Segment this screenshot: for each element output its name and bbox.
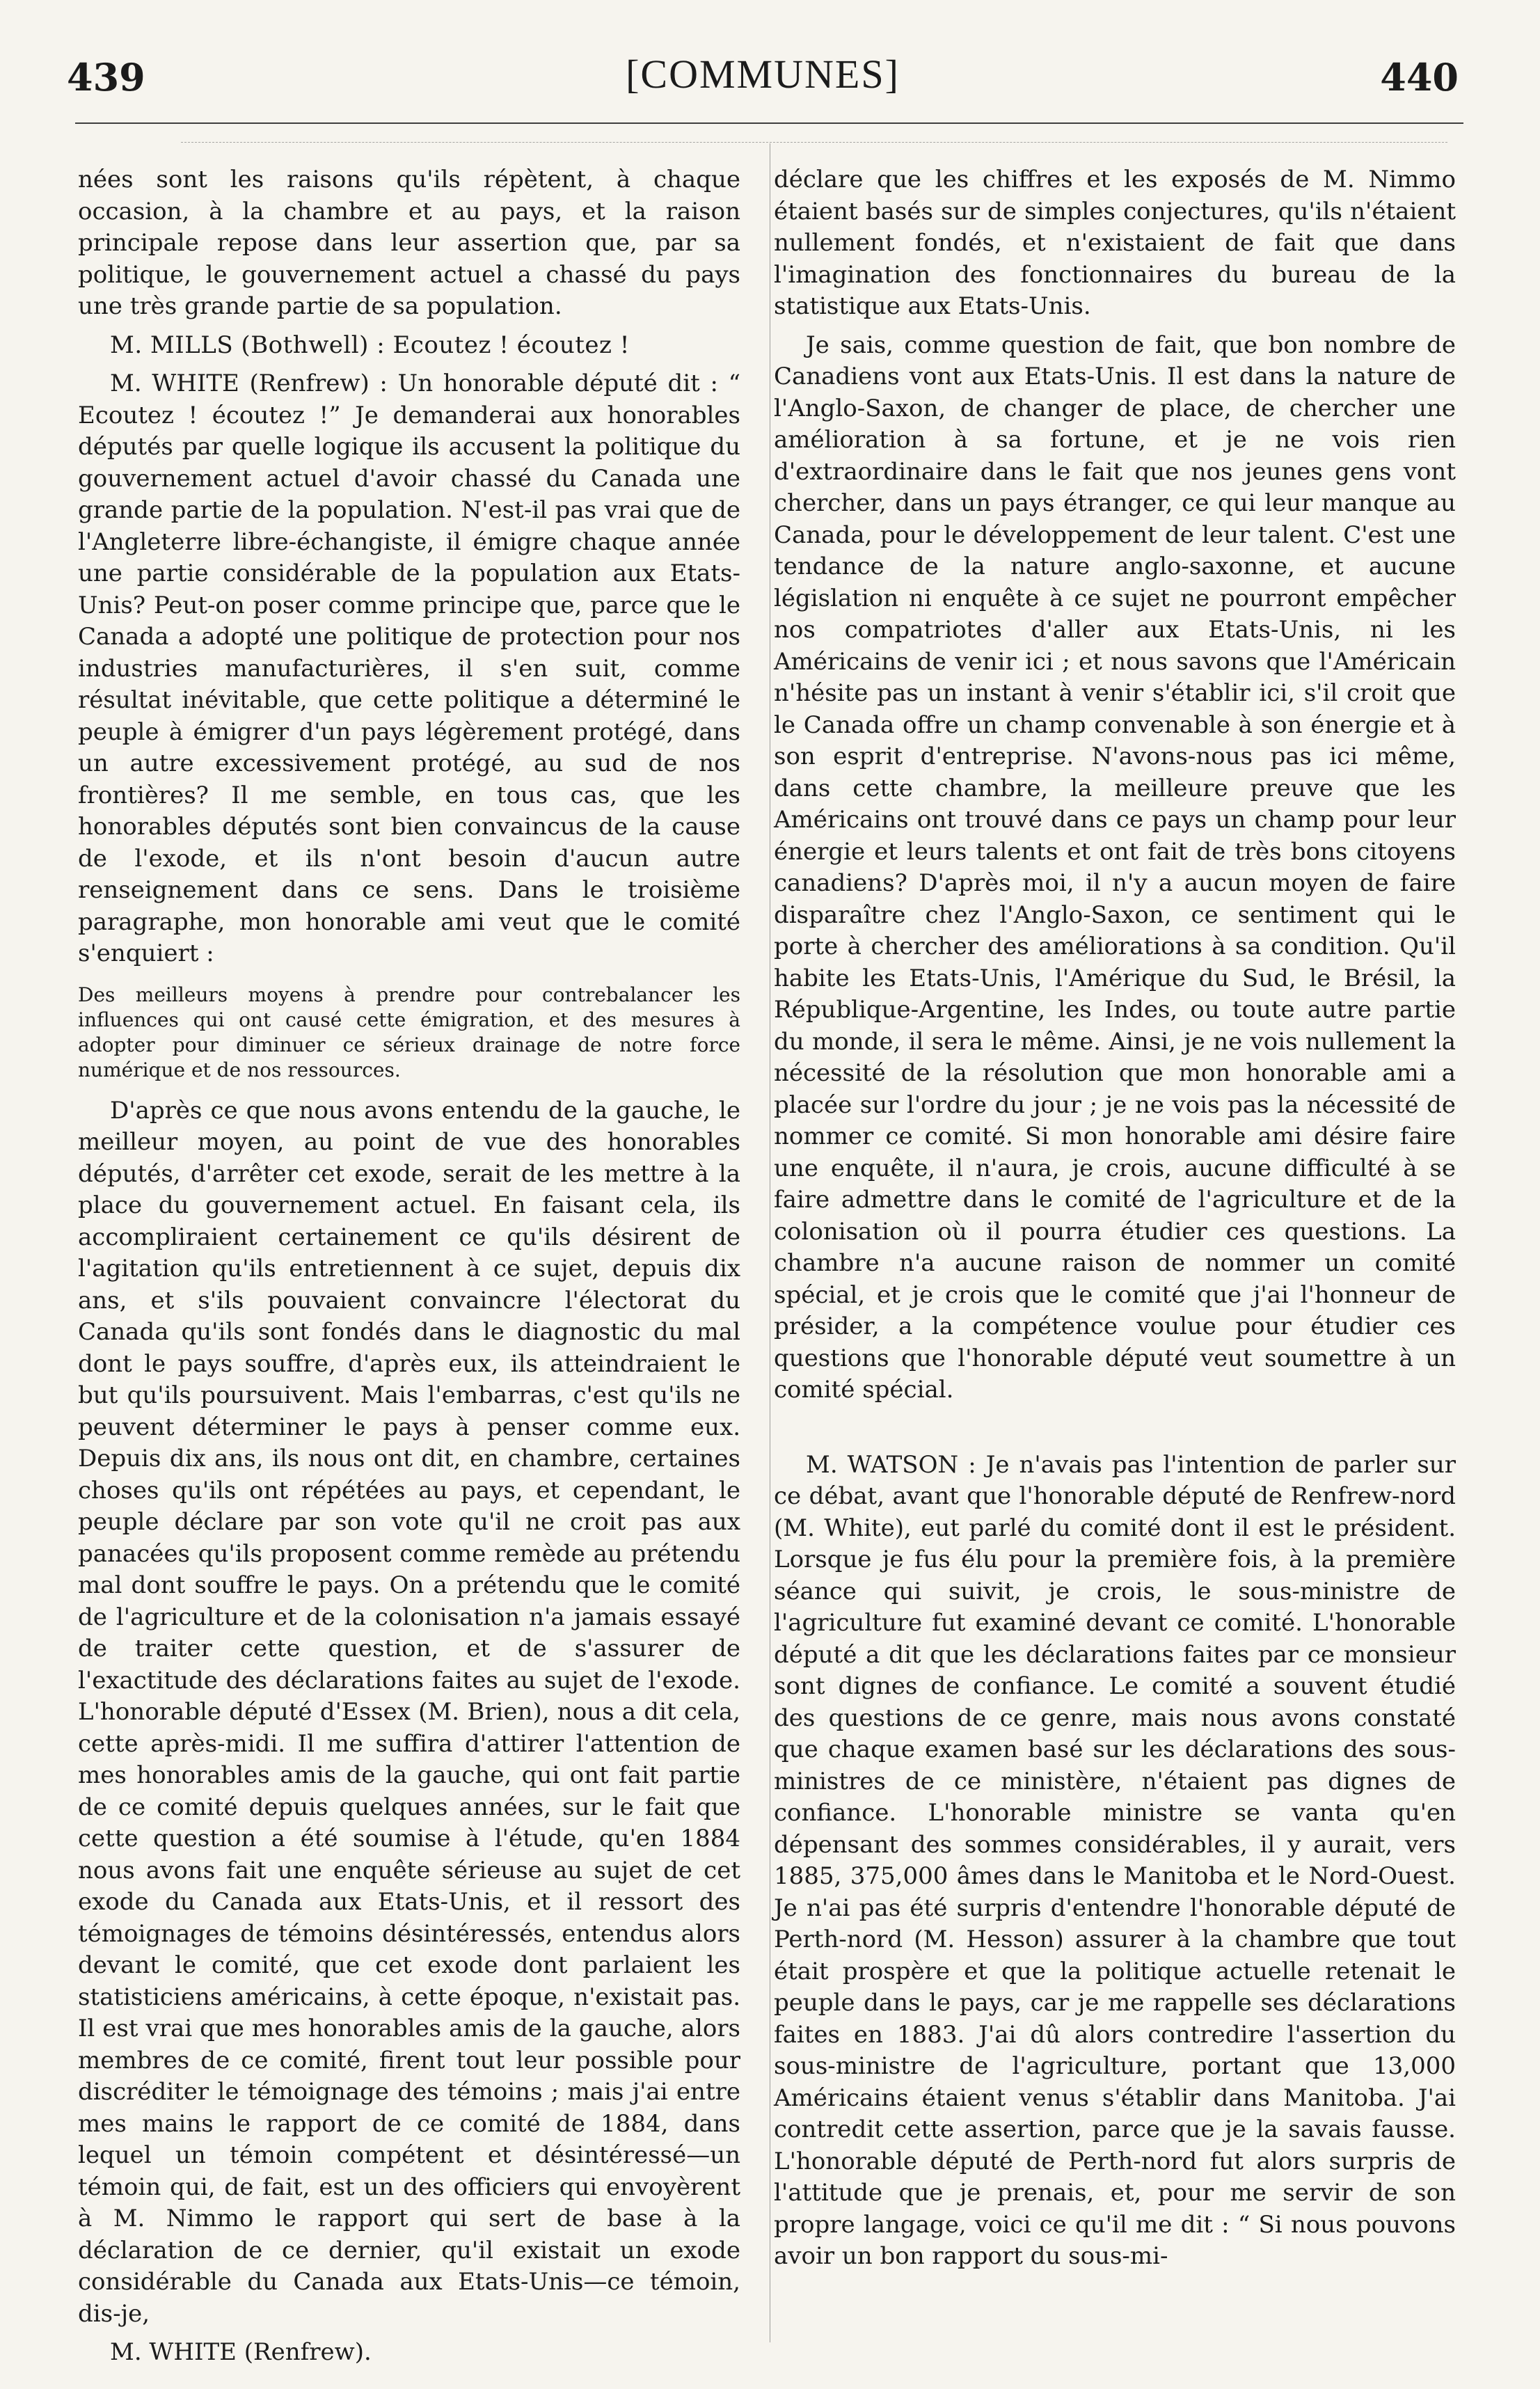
left-paragraph-1: nées sont les raisons qu'ils répètent, à chaque occasion, à la chambre et au pays, et la raison principale repose dans leur assertion que, par sa politique, le gouvernement actuel a chassé du pays une très grande partie de sa population. <box>78 166 740 320</box>
left-spacer-1 <box>78 323 740 330</box>
right-spacer-2 <box>774 1406 1456 1450</box>
left-spacer-4 <box>78 1083 740 1095</box>
left-speaker-line: M. MILLS (Bothwell) : Ecoutez ! écoutez ! <box>110 331 630 359</box>
right-paragraph-1: déclare que les chiffres et les exposés de M. Nimmo étaient basés sur de simples conjectures, qu'ils n'étaient nullement fondés, et n'existaient de fait que dans l'imagination des fonctionnaires du bureau de la statistique aux Etats-Unis. <box>774 166 1456 320</box>
right-page-number: 440 <box>1380 55 1459 100</box>
right-paragraph-2: Je sais, comme question de fait, que bon nombre de Canadiens vont aux Etats-Unis. Il est dans la nature de l'Anglo-Saxon, de changer de place, de chercher une amélioration à sa fortune, et je ne vois rien d'extraordinaire dans le fait que nos jeunes gens vont chercher, dans un pays étranger, ce qui leur manque au Canada, pour le développement de leur talent. C'est une tendance de la nature anglo-saxonne, et aucune législation ni enquête à ce sujet ne pourront empêcher nos compatriotes d'aller aux Etats-Unis, ni les Américains de venir ici ; et nous savons que l'Américain n'hésite pas un instant à venir s'établir ici, s'il croit que le Canada offre un champ convenable à son énergie et à son esprit d'entreprise. N'avons-nous pas ici même, dans cette chambre, la meilleure preuve que les Américains ont trouvé dans ce pays un champ pour leur énergie et leurs talents et ont fait de très bons citoyens canadiens? D'après moi, il n'y a aucun moyen de faire disparaître chez l'Anglo-Saxon, ce sentiment qui le porte à chercher des améliorations à sa condition. Qu'il habite les Etats-Unis, l'Amérique du Sud, le Brésil, la République-Argentine, les Indes, ou toute autre partie du monde, il sera le même. Ainsi, je ne vois nullement la nécessité de la résolution que mon honorable ami a placée sur l'ordre du jour ; je ne vois pas la nécessité de nommer ce comité. Si mon honorable ami désire faire une enquête, il n'aura, je crois, aucune difficulté à se faire admettre dans le comité de l'agriculture et de la colonisation où il pourra étudier ces questions. La chambre n'a aucune raison de nommer un comité spécial, et je crois que le comité que j'ai l'honneur de présider, a la compétence voulue pour étudier ces questions que l'honorable député veut soumettre à un comité spécial. <box>774 331 1456 1404</box>
right-text-column <box>774 164 1456 2335</box>
left-paragraph-2: M. WHITE (Renfrew) : Un honorable député dit : “ Ecoutez ! écoutez !” Je demanderai aux honorables députés par quelle logique ils accusent la politique du gouvernement actuel d'avoir chassé du Canada une grande partie de la population. N'est-il pas vrai que de l'Angleterre libre-échangiste, il émigre chaque année une partie considérable de la population aux Etats-Unis? Peut-on poser comme principe que, parce que le Canada a adopté une politique de protection pour nos industries manufacturières, il s'en suit, comme résultat inévitable, que cette politique a déterminé le peuple à émigrer d'un pays légèrement protégé, dans un autre excessivement protégé, au sud de nos frontières? Il me semble, en tous cas, que les honorables députés sont bien convaincus de la cause de l'exode, et ils n'ont besoin d'aucun autre renseignement dans ce sens. Dans le troisième paragraphe, mon honorable ami veut que le comité s'enquiert : <box>78 370 740 967</box>
tiny-print-mark <box>1350 2352 1358 2358</box>
header-secondary-rule <box>181 142 1447 143</box>
left-spacer-5 <box>78 2330 740 2337</box>
left-spacer-3 <box>78 970 740 983</box>
left-quote: Des meilleurs moyens à prendre pour contrebalancer les influences qui ont causé cette émigration, et des mesures à adopter pour diminuer ce sérieux drainage de notre force numérique et de nos ressources. <box>78 983 740 1081</box>
header-rule <box>75 122 1463 124</box>
right-spacer-1 <box>774 323 1456 330</box>
left-spacer-2 <box>78 361 740 368</box>
left-text-column <box>78 164 740 2366</box>
right-paragraph-3: M. WATSON : Je n'avais pas l'intention de parler sur ce débat, avant que l'honorable député de Renfrew-nord (M. White), eut parlé du comité dont il est le président. Lorsque je fus élu pour la première fois, à la première séance qui suivit, je crois, le sous-ministre de l'agriculture fut examiné devant ce comité. L'honorable député a dit que les déclarations faites par ce monsieur sont dignes de confiance. Le comité a souvent étudié des questions de ce genre, mais nous avons constaté que chaque examen basé sur les déclarations des sous-ministres de ce ministère, n'étaient pas dignes de confiance. L'honorable ministre se vanta qu'en dépensant des sommes considérables, il y aurait, vers 1885, 375,000 âmes dans le Manitoba et le Nord-Ouest. Je n'ai pas été surpris d'entendre l'honorable député de Perth-nord (M. Hesson) assurer à la chambre que tout était prospère et que la politique actuelle retenait le peuple dans le pays, car je me rappelle ses déclarations faites en 1883. J'ai dû alors contredire l'assertion du sous-ministre de l'agriculture, portant que 13,000 Américains étaient venus s'établir dans Manitoba. J'ai contredit cette assertion, parce que je la savais fausse. L'honorable député de Perth-nord fut alors surpris de l'attitude que je prenais, et, pour me servir de son propre langage, voici ce qu'il me dit : “ Si nous pouvons avoir un bon rapport du sous-mi- <box>774 1450 1456 2270</box>
page-header <box>67 40 1459 107</box>
left-paragraph-3: D'après ce que nous avons entendu de la gauche, le meilleur moyen, au point de vue des honorables députés, d'arrêter cet exode, serait de les mettre à la place du gouvernement actuel. En faisant cela, ils accompliraient certainement ce qu'ils désirent de l'agitation qu'ils entretiennent à ce sujet, depuis dix ans, et s'ils pouvaient convaincre l'électorat du Canada qu'ils sont fondés dans le diagnostic du mal dont le pays souffre, d'après eux, ils atteindraient le but qu'ils poursuivent. Mais l'embarras, c'est qu'ils ne peuvent déterminer le pays à penser comme eux. Depuis dix ans, ils nous ont dit, en chambre, certaines choses qu'ils ont répétées au pays, et cependant, le peuple déclare par son vote qu'il ne croit pas aux panacées qu'ils proposent comme remède au prétendu mal dont souffre le pays. On a prétendu que le comité de l'agriculture et de la colonisation n'a jamais essayé de traiter cette question, et de s'assurer de l'exactitude des déclarations faites au sujet de l'exode. L'honorable député d'Essex (M. Brien), nous a dit cela, cette après-midi. Il me suffira d'attirer l'attention de mes honorables amis de la gauche, qui ont fait partie de ce comité depuis quelques années, sur le fait que cette question a été soumise à l'étude, qu'en 1884 nous avons fait une enquête sérieuse au sujet de cet exode du Canada aux Etats-Unis, et il ressort des témoignages de témoins désintéressés, entendus alors devant le comité, que cet exode dont parlaient les statisticiens américains, à cette époque, n'existait pas. Il est vrai que mes honorables amis de la gauche, alors membres de ce comité, firent tout leur possible pour discréditer le témoignage des témoins ; mais j'ai entre mes mains le rapport de ce comité de 1884, dans lequel un témoin compétent et désintéressé—un témoin qui, de fait, est un des officiers qui envoyèrent à M. Nimmo le rapport qui sert de base à la déclaration de ce dernier, qu'il existait un exode considérable du Canada aux Etats-Unis—ce témoin, dis-je, <box>78 1096 740 2328</box>
left-page-number: 439 <box>67 55 145 100</box>
running-title: [COMMUNES] <box>626 51 900 97</box>
left-footer-speaker: M. WHITE (Renfrew). <box>110 2338 372 2366</box>
